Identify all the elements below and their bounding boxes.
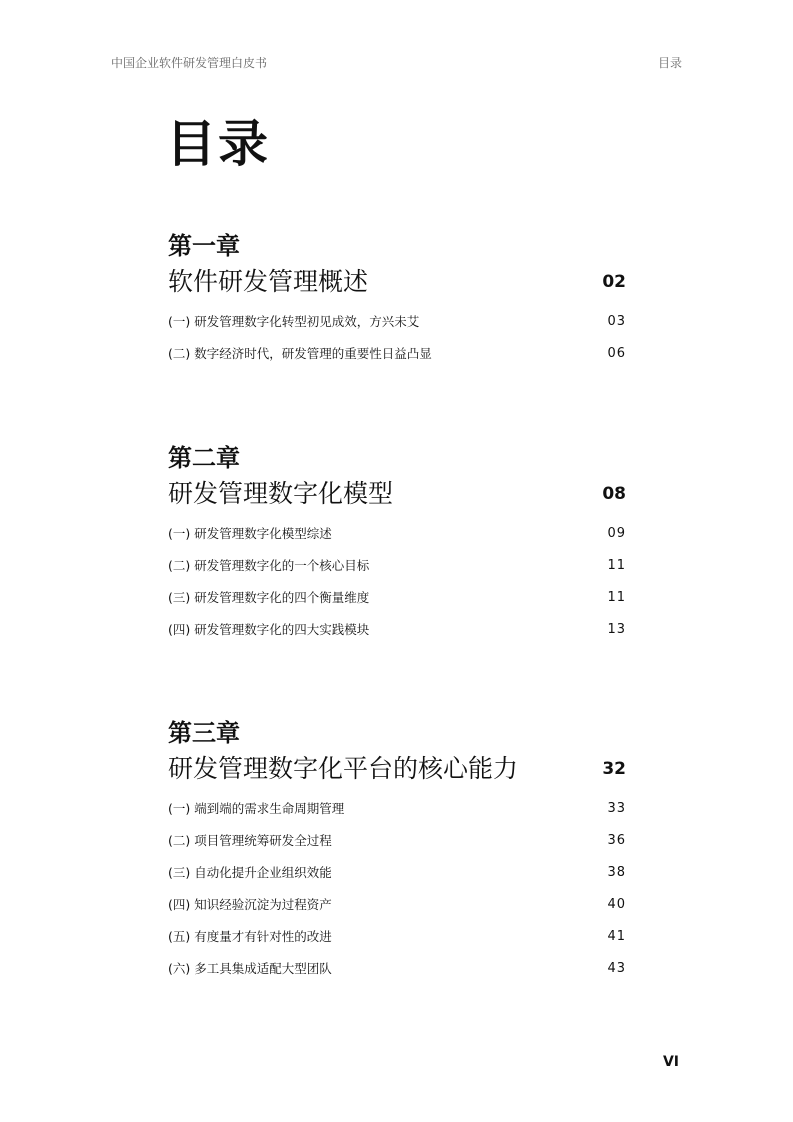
chapter-page: 08 [602,484,626,504]
toc-entry-label: (三) 研发管理数字化的四个衡量维度 [168,590,370,605]
toc-entry[interactable] [168,825,626,857]
toc-entry-label: (一) 研发管理数字化模型综述 [168,526,332,541]
toc-entry-label: (四) 知识经验沉淀为过程资产 [168,897,332,912]
toc-entry-page: 40 [607,897,626,912]
toc-title: 目录 [166,115,270,173]
toc-entry[interactable] [168,614,626,646]
toc-entry-page: 11 [607,590,626,605]
running-header-title: 中国企业软件研发管理白皮书 [111,56,268,70]
toc-entry-page: 43 [607,961,626,976]
toc-entry[interactable] [168,793,626,825]
toc-entry[interactable] [168,306,626,338]
chapter-number: 第二章 [168,444,240,472]
toc-entry-page: 41 [607,929,626,944]
running-header-section: 目录 [657,56,682,70]
chapter-2 [168,442,626,646]
chapter-number: 第一章 [168,232,240,260]
page-number: VI [662,1054,679,1070]
toc-entry-label: (一) 研发管理数字化转型初见成效，方兴未艾 [168,314,420,329]
toc-entry-label: (一) 端到端的需求生命周期管理 [168,801,345,816]
chapter-title-row[interactable] [168,749,626,789]
toc-entry-page: 13 [607,622,626,637]
chapter-title: 研发管理数字化平台的核心能力 [168,754,519,783]
toc-entry-label: (二) 项目管理统筹研发全过程 [168,833,332,848]
toc-entry-page: 33 [607,801,626,816]
chapter-1 [168,230,626,370]
toc-entry[interactable] [168,857,626,889]
chapter-page: 32 [602,759,626,779]
chapter-page: 02 [602,272,626,292]
toc-entry-page: 38 [607,865,626,880]
toc-entry-label: (五) 有度量才有针对性的改进 [168,929,332,944]
toc-entry-page: 09 [607,526,626,541]
chapter-title-row[interactable] [168,474,626,514]
toc-entry-label: (三) 自动化提升企业组织效能 [168,865,332,880]
toc-entry[interactable] [168,518,626,550]
toc-entry-page: 06 [607,346,626,361]
chapter-title: 研发管理数字化模型 [168,479,394,508]
toc-entry-page: 36 [607,833,626,848]
toc-entry-page: 11 [607,558,626,573]
toc-entry-label: (二) 研发管理数字化的一个核心目标 [168,558,370,573]
chapter-3 [168,717,626,985]
toc-entry-page: 03 [607,314,626,329]
chapter-title: 软件研发管理概述 [168,267,369,296]
toc-entry-label: (六) 多工具集成适配大型团队 [168,961,332,976]
toc-entry[interactable] [168,921,626,953]
toc-entry-label: (二) 数字经济时代，研发管理的重要性日益凸显 [168,346,432,361]
toc-entry-label: (四) 研发管理数字化的四大实践模块 [168,622,370,637]
chapter-number: 第三章 [168,719,240,747]
toc-entry[interactable] [168,582,626,614]
toc-entry[interactable] [168,953,626,985]
toc-entry[interactable] [168,889,626,921]
chapter-title-row[interactable] [168,262,626,302]
toc-entry[interactable] [168,550,626,582]
toc-entry[interactable] [168,338,626,370]
